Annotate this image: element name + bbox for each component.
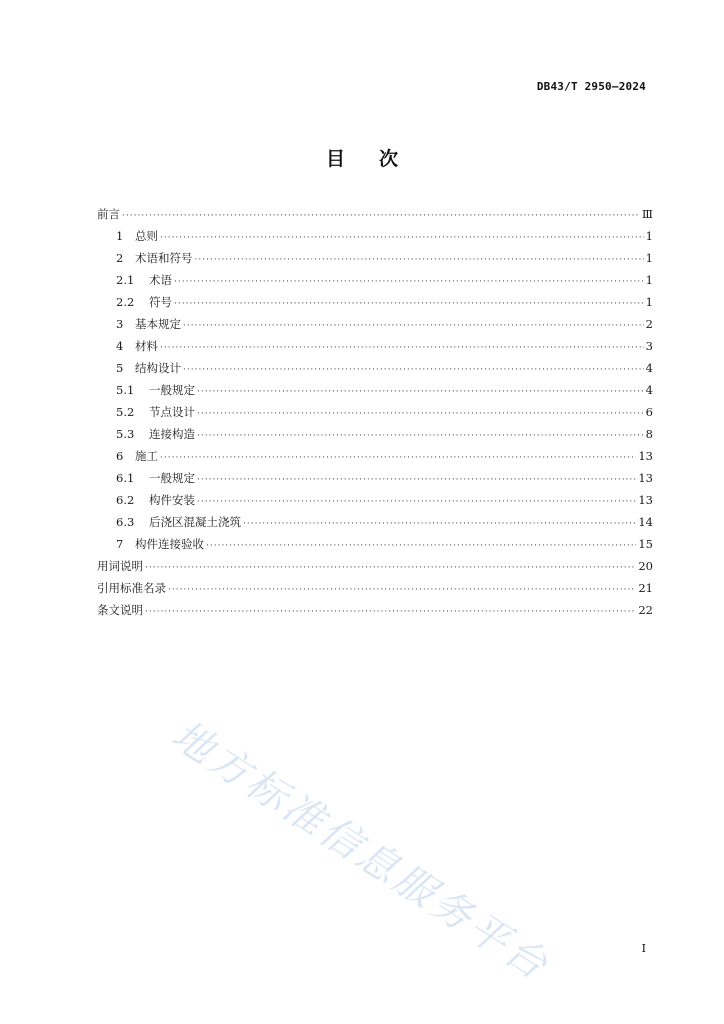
toc-dot-leader — [183, 315, 644, 337]
toc-entry-number: 2.2 — [116, 295, 135, 309]
toc-dot-leader — [160, 227, 644, 249]
toc-entry[interactable] — [97, 203, 653, 225]
toc-dot-leader — [145, 601, 636, 623]
toc-entry-label: 一般规定 — [149, 383, 195, 397]
toc-entry-number: 5.1 — [116, 383, 135, 397]
toc-entry-page: 20 — [638, 559, 653, 573]
toc-entry-page: 21 — [638, 581, 653, 595]
toc-entry-page: 13 — [638, 449, 653, 463]
toc-entry-page: 14 — [638, 515, 653, 529]
toc-dot-leader — [197, 425, 644, 447]
toc-entry[interactable] — [97, 533, 653, 555]
toc-entry-page: 13 — [638, 493, 653, 507]
toc-entry-page: 8 — [645, 427, 653, 441]
page-title: 目次 — [325, 148, 432, 170]
toc-entry[interactable] — [97, 357, 653, 379]
toc-entry-page: 22 — [638, 603, 653, 617]
toc-entry-label: 引用标准名录 — [97, 581, 166, 595]
toc-entry-number: 6.3 — [116, 515, 135, 529]
toc-entry[interactable] — [97, 599, 653, 621]
toc-entry[interactable] — [97, 555, 653, 577]
toc-entry-label: 条文说明 — [97, 603, 143, 617]
toc-entry-label: 材料 — [135, 339, 158, 353]
toc-entry-page: 4 — [645, 361, 653, 375]
toc-entry[interactable] — [97, 467, 653, 489]
toc-dot-leader — [183, 359, 644, 381]
toc-entry-label: 基本规定 — [135, 317, 181, 331]
toc-entry[interactable] — [97, 313, 653, 335]
toc-entry-label: 施工 — [135, 449, 158, 463]
toc-entry-label: 一般规定 — [149, 471, 195, 485]
toc-entry[interactable] — [97, 489, 653, 511]
toc-entry-label: 构件安装 — [149, 493, 195, 507]
toc-entry-number: 6.1 — [116, 471, 135, 485]
toc-entry-number: 1 — [116, 229, 124, 243]
toc-entry[interactable] — [97, 423, 653, 445]
toc-entry-page: Ⅲ — [641, 207, 653, 221]
table-of-contents — [97, 203, 653, 621]
toc-entry-page: 4 — [645, 383, 653, 397]
toc-entry-label: 术语和符号 — [135, 251, 193, 265]
toc-entry-number: 3 — [116, 317, 124, 331]
toc-entry-number: 5.3 — [116, 427, 135, 441]
toc-entry-number: 2.1 — [116, 273, 135, 287]
toc-entry-page: 1 — [645, 251, 653, 265]
toc-entry[interactable] — [97, 335, 653, 357]
toc-dot-leader — [197, 491, 636, 513]
document-code: DB43/T 2950—2024 — [536, 80, 646, 93]
toc-entry[interactable] — [97, 291, 653, 313]
toc-entry[interactable] — [97, 247, 653, 269]
toc-dot-leader — [122, 205, 640, 227]
toc-entry[interactable] — [97, 225, 653, 247]
toc-entry-page: 1 — [645, 295, 653, 309]
toc-entry-label: 节点设计 — [149, 405, 195, 419]
toc-entry[interactable] — [97, 269, 653, 291]
toc-dot-leader — [206, 535, 636, 557]
toc-entry-label: 连接构造 — [149, 427, 195, 441]
toc-entry[interactable] — [97, 379, 653, 401]
toc-entry[interactable] — [97, 445, 653, 467]
toc-entry-page: 2 — [645, 317, 653, 331]
toc-entry-number: 5.2 — [116, 405, 135, 419]
toc-entry-number: 2 — [116, 251, 124, 265]
toc-dot-leader — [197, 381, 644, 403]
toc-entry-label: 前言 — [97, 207, 120, 221]
toc-entry[interactable] — [97, 401, 653, 423]
toc-entry-page: 1 — [645, 273, 653, 287]
toc-dot-leader — [168, 579, 636, 601]
toc-entry-label: 构件连接验收 — [135, 537, 204, 551]
toc-entry-label: 用词说明 — [97, 559, 143, 573]
watermark: 地方标准信息服务平台 — [163, 712, 558, 991]
toc-entry[interactable] — [97, 511, 653, 533]
toc-entry-page: 1 — [645, 229, 653, 243]
toc-entry-number: 5 — [116, 361, 124, 375]
toc-entry-page: 13 — [638, 471, 653, 485]
toc-dot-leader — [160, 447, 636, 469]
toc-dot-leader — [197, 403, 644, 425]
toc-entry-number: 4 — [116, 339, 124, 353]
toc-entry-label: 后浇区混凝土浇筑 — [149, 515, 241, 529]
toc-dot-leader — [197, 469, 636, 491]
toc-dot-leader — [243, 513, 636, 535]
toc-dot-leader — [160, 337, 644, 359]
toc-entry-page: 3 — [645, 339, 653, 353]
toc-entry-label: 符号 — [149, 295, 172, 309]
toc-entry-page: 6 — [645, 405, 653, 419]
toc-dot-leader — [195, 249, 644, 271]
page-number: I — [641, 942, 646, 955]
toc-entry-number: 7 — [116, 537, 124, 551]
toc-entry-number: 6.2 — [116, 493, 135, 507]
toc-dot-leader — [145, 557, 636, 579]
toc-entry-number: 6 — [116, 449, 124, 463]
toc-entry-label: 术语 — [149, 273, 172, 287]
toc-dot-leader — [174, 293, 644, 315]
toc-entry[interactable] — [97, 577, 653, 599]
toc-dot-leader — [174, 271, 644, 293]
toc-entry-page: 15 — [638, 537, 653, 551]
toc-entry-label: 结构设计 — [135, 361, 181, 375]
toc-entry-label: 总则 — [135, 229, 158, 243]
